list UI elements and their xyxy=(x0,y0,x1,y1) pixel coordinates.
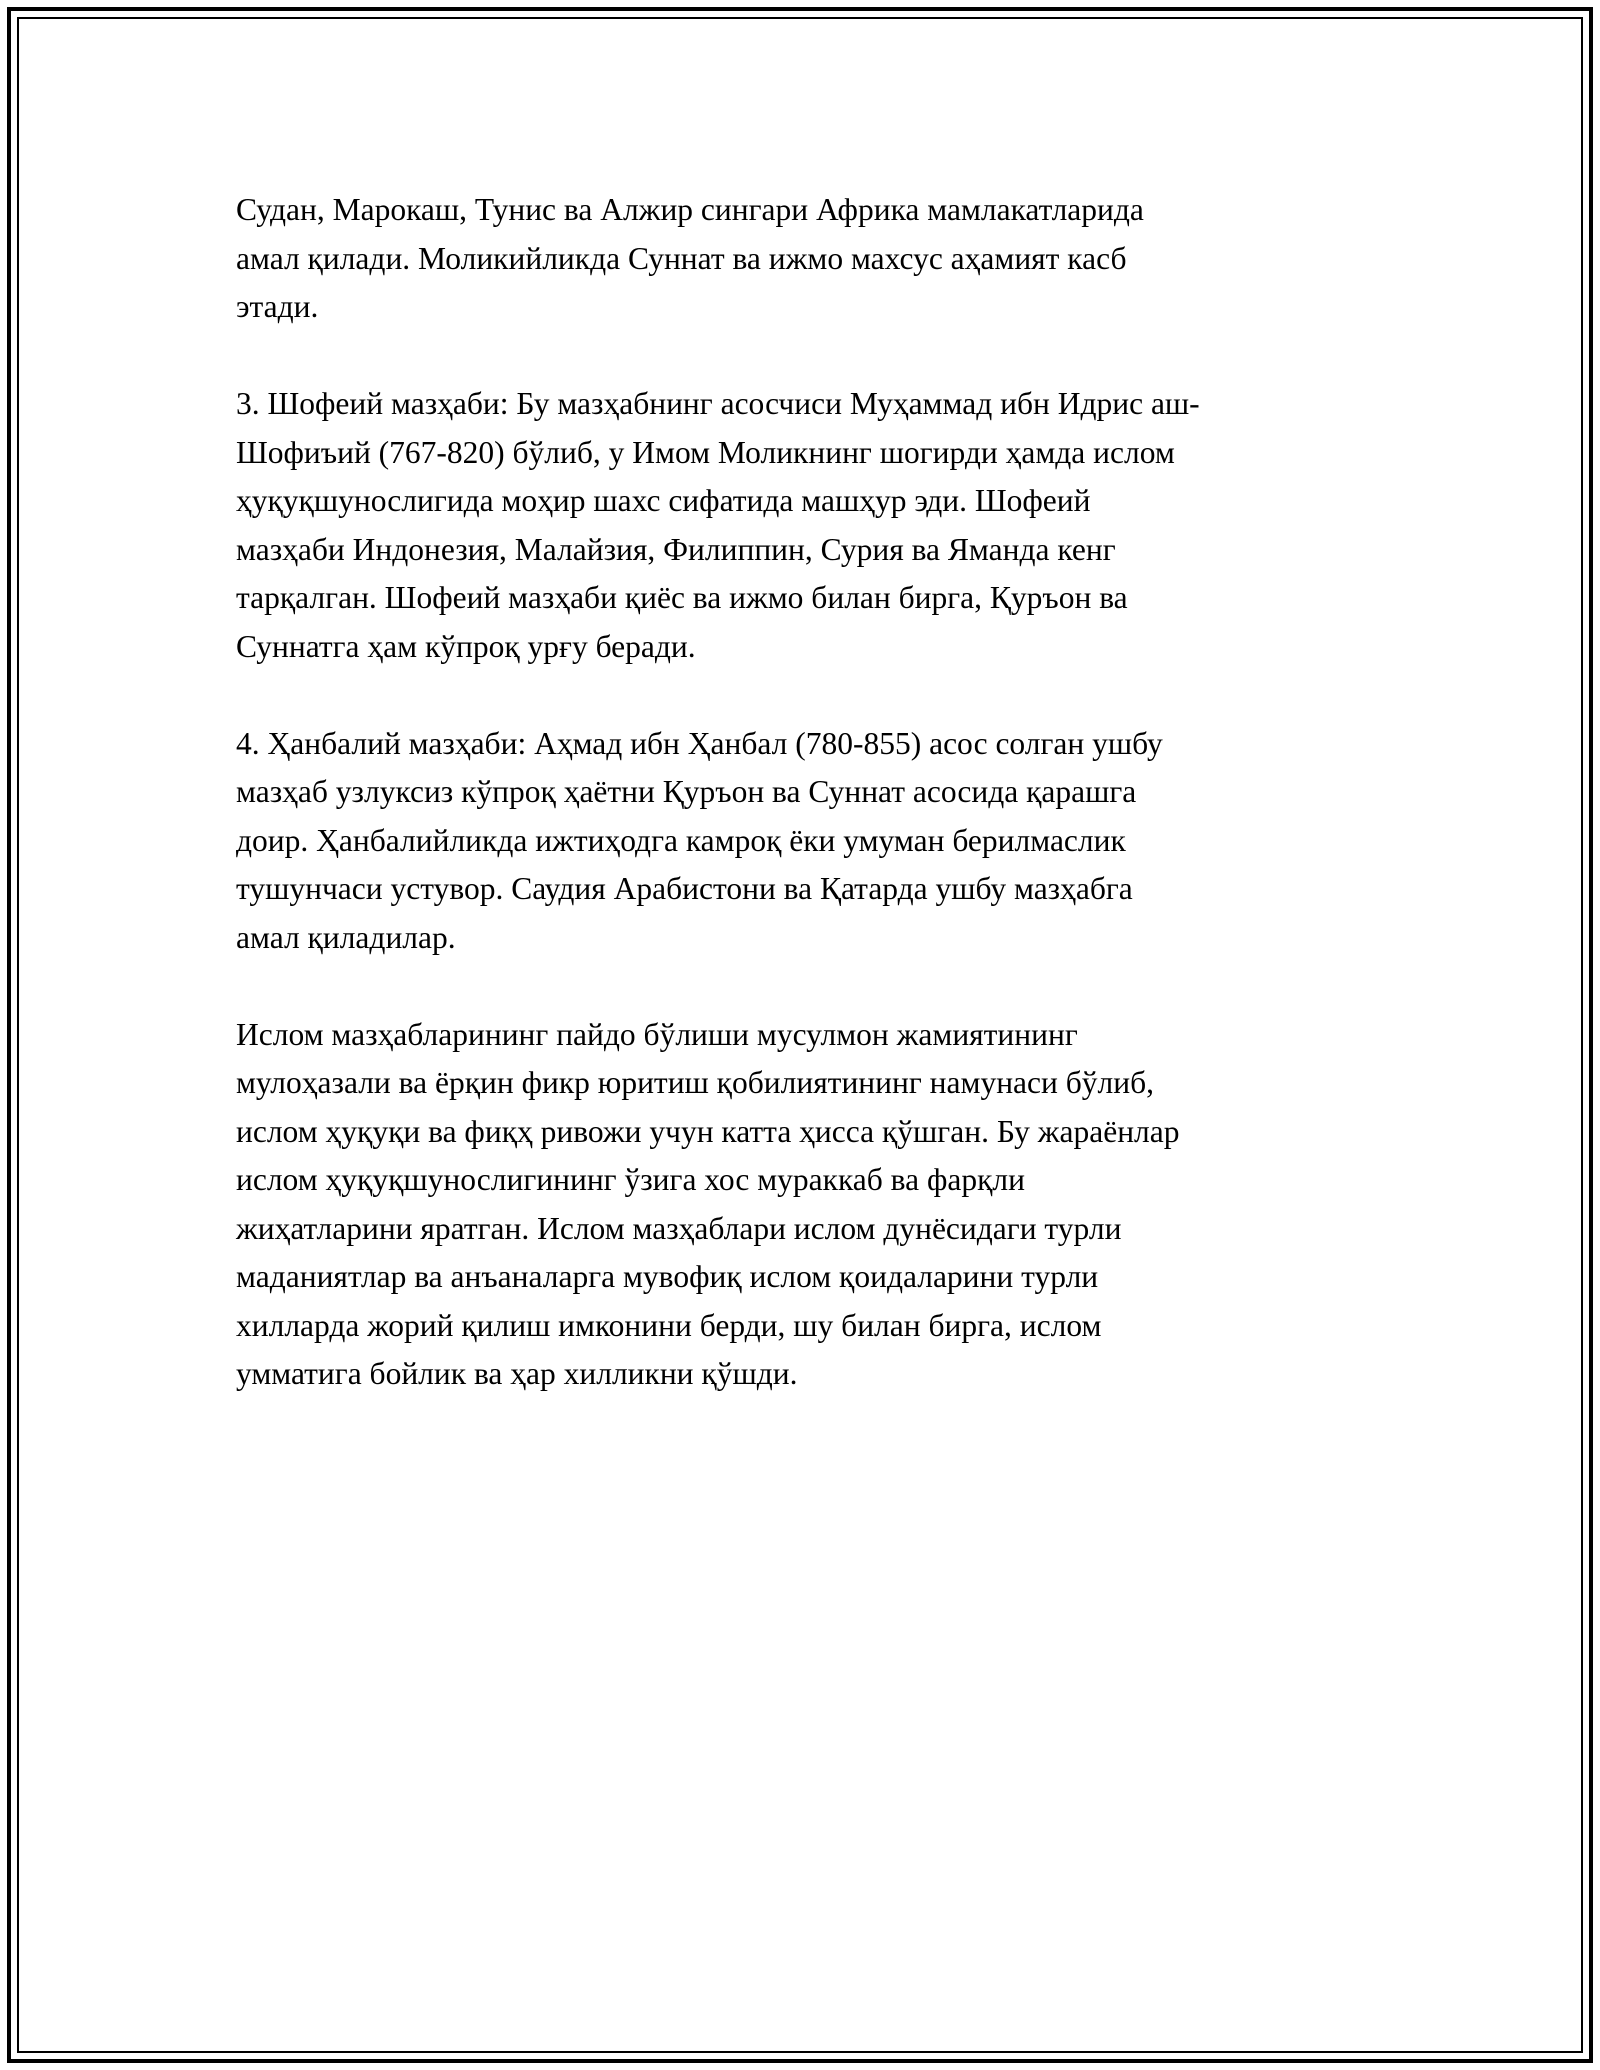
text-line: ислом ҳуқуқшунослигининг ўзига хос мураккаб ва фарқли xyxy=(236,1162,1026,1197)
text-line: 3. Шофеий мазҳаби: Бу мазҳабнинг асосчиси Муҳаммад ибн Идрис аш- xyxy=(236,386,1200,421)
text-line: амал қилади. Моликийликда Суннат ва ижмо махсус аҳамият касб xyxy=(236,240,1127,276)
paragraph-maliki-continuation xyxy=(236,186,1376,332)
paragraph-conclusion xyxy=(236,1011,1376,1399)
paragraph-hanbali xyxy=(236,720,1376,963)
text-line: тушунчаси устувор. Саудия Арабистони ва Қатарда ушбу мазҳабга xyxy=(236,871,1133,906)
text-line: маданиятлар ва анъаналарга мувофиқ ислом қоидаларини турли xyxy=(236,1259,1099,1294)
text-line: Ислом мазҳабларининг пайдо бўлиши мусулмон жамиятининг xyxy=(236,1016,1078,1052)
text-line: доир. Ҳанбалийликда ижтиҳодга камроқ ёки умуман берилмаслик xyxy=(236,822,1126,858)
text-line: тарқалган. Шофеий мазҳаби қиёс ва ижмо билан бирга, Қуръон ва xyxy=(236,580,1128,615)
text-line: ҳуқуқшунослигида моҳир шахс сифатида машҳур эди. Шофеий xyxy=(236,483,1091,518)
text-line: этади. xyxy=(236,289,319,324)
text-line: Шофиъий (767-820) бўлиб, у Имом Моликнинг шогирди ҳамда ислом xyxy=(236,434,1175,470)
text-line: амал қиладилар. xyxy=(236,919,456,955)
text-line: хилларда жорий қилиш имконини берди, шу билан бирга, ислом xyxy=(236,1307,1102,1343)
paragraph-shafii xyxy=(236,380,1376,671)
text-line: жиҳатларини яратган. Ислом мазҳаблари ислом дунёсидаги турли xyxy=(236,1210,1122,1246)
document-body xyxy=(236,186,1376,1399)
text-line: мазҳаби Индонезия, Малайзия, Филиппин, Сурия ва Яманда кенг xyxy=(236,531,1116,567)
text-line: 4. Ҳанбалий мазҳаби: Аҳмад ибн Ҳанбал (780-855) асос солган ушбу xyxy=(236,725,1163,761)
text-line: мулоҳазали ва ёрқин фикр юритиш қобилиятининг намунаси бўлиб, xyxy=(236,1065,1155,1100)
text-line: Суннатга ҳам кўпроқ урғу беради. xyxy=(236,628,696,664)
text-line: умматига бойлик ва ҳар хилликни қўшди. xyxy=(236,1356,798,1391)
text-line: Судан, Марокаш, Тунис ва Алжир сингари Африка мамлакатларида xyxy=(236,192,1144,227)
text-line: ислом ҳуқуқи ва фиқҳ ривожи учун катта ҳисса қўшган. Бу жараёнлар xyxy=(236,1113,1180,1149)
text-line: мазҳаб узлуксиз кўпроқ ҳаётни Қуръон ва Суннат асосида қарашга xyxy=(236,774,1137,809)
